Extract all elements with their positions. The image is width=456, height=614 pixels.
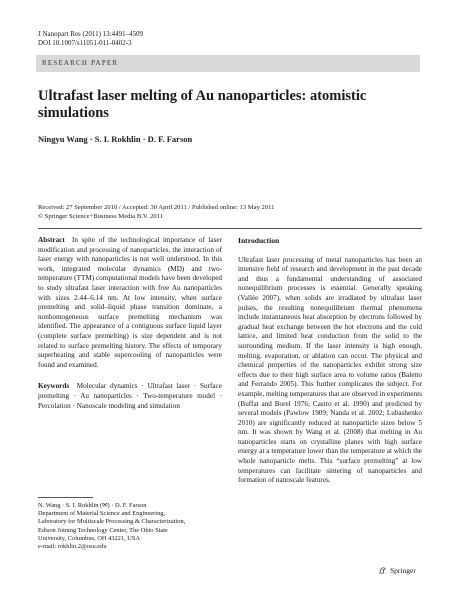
abstract xyxy=(38,236,222,370)
affiliation-email[interactable]: e-mail: rokhlin.2@osu.edu xyxy=(38,543,107,551)
publisher-footer xyxy=(378,566,416,575)
article-type-banner xyxy=(36,55,420,72)
affiliation-lab: Laboratory for Multiscale Processing & Characterization, xyxy=(38,518,186,526)
divider xyxy=(38,228,422,229)
copyright-line: © Springer Science+Business Media B.V. 2011 xyxy=(38,212,164,220)
publication-dates xyxy=(38,204,422,221)
introduction-heading: Introduction xyxy=(238,236,280,245)
affiliation-names: N. Wang · S. I. Rokhlin (✉) · D. F. Farson xyxy=(38,502,147,509)
right-column xyxy=(238,236,422,486)
affiliation-dept: Department of Material Science and Engineering, xyxy=(38,510,166,518)
abstract-text: In spite of the technological importance of laser modification and processing of nanoparticles, the interaction of laser energy with nanoparticles is not well understood. In this work, integrated molecular dynamics (MD) and two-temperature (TTM) computational models have been developed to study ultrafast laser interaction with free Au nanoparticles with sizes 2.44–6.14 nm. At low intensity, when surface premelting and solid–liquid phase transition dominate, a nonhomogeneous surface premelting mechanism was identified. The appearance of a contiguous surface liquid layer (complete surface premelting) is size dependent and is not related to surface premelting history. The effects of temporary superheating and stable supercooling of nanoparticles were found and examined. xyxy=(38,236,223,369)
keywords xyxy=(38,382,222,411)
author-list: Ningyu Wang · S. I. Rokhlin · D. F. Farson xyxy=(38,134,193,144)
paper-title: Ultrafast laser melting of Au nanoparticles: atomistic simulations xyxy=(38,88,367,121)
springer-horse-icon xyxy=(378,566,387,575)
author-affiliation xyxy=(38,502,222,551)
doi: DOI 10.1007/s11051-011-0402-3 xyxy=(38,39,132,47)
publisher-name: Springer xyxy=(390,566,416,575)
left-column xyxy=(38,236,222,411)
introduction-text: Ultrafast laser processing of metal nanoparticles has been an intensive field of research and development in the past decade and thus a fundamental understanding of associated nonequilibrium processes is essential. Generally speaking (Vallée 2007), when solids are irradiated by ultrafast laser pulses, the resulting nonequilibrium thermal phenomena include instantaneous heat absorption by electrons followed by gradual heat exchange between the hot electrons and the cold lattice, and limited heat conduction from the solid to the surrounding medium. If the laser intensity is high enough, melting, evaporation, or ablation can occur. The physical and chemical properties of the nanoparticles exhibit strong size effects due to their high surface area to volume ratios (Baletto and Ferrando 2005). This further complicates the subject. For example, melting temperatures that are observed in experiments (Buffat and Borel 1976; Castro et al. 1990) and predicted by several models (Pawlow 1909; Nanda et al. 2002; Lubashenko 2010) are significantly reduced at nanoparticle sizes below 5 nm. It was shown by Wang et al. (2008) that melting in Au nanoparticles starts on crystalline planes with high surface energy at a temperature lower than the temperature at which the whole nanoparticle melts. This “surface premelting” at low temperatures can facilitate sintering of nanoparticles and formation of nanoscale features. xyxy=(238,255,423,485)
footnote-divider xyxy=(38,497,93,498)
dates-line: Received: 27 September 2010 / Accepted: 30 April 2011 / Published online: 13 May 2011 xyxy=(38,204,275,211)
keywords-label: Keywords xyxy=(38,382,70,391)
keywords-text: Molecular dynamics · Ultrafast laser · Surface premelting · Au nanoparticles · Two-temperature model · Percolation · Nanoscale modeling and simulation xyxy=(38,382,222,410)
journal-citation: J Nanopart Res (2011) 13:4491–4509 xyxy=(38,30,144,38)
journal-header xyxy=(38,30,143,48)
abstract-label: Abstract xyxy=(38,236,65,244)
affiliation-center: Edison Joining Technology Center, The Ohio State xyxy=(38,526,168,534)
affiliation-univ: University, Columbus, OH 43221, USA xyxy=(38,534,141,542)
article-type-label: RESEARCH PAPER xyxy=(42,59,119,67)
